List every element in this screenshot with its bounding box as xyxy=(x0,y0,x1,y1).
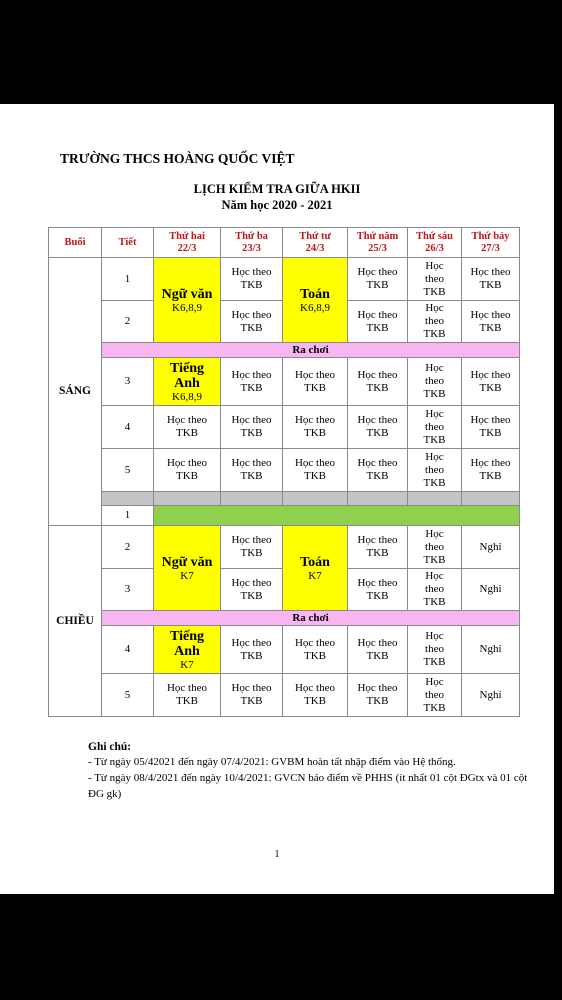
period-cell: 3 xyxy=(102,569,154,611)
table-row xyxy=(49,506,520,526)
schedule-cell: Học theo TKB xyxy=(348,674,408,717)
schedule-cell: Học theo TKB xyxy=(283,626,348,674)
schedule-cell: Học theo TKB xyxy=(283,358,348,406)
schedule-cell: Học theo TKB xyxy=(408,258,462,301)
page-number: 1 xyxy=(274,849,280,860)
table-row xyxy=(49,674,520,717)
note-line-1: - Từ ngày 05/42021 đến ngày 07/4/2021: GVBM hoàn tất nhập điểm vào Hệ thống. xyxy=(88,756,456,768)
schedule-cell: Học theo TKB xyxy=(462,406,520,449)
note-line-2: - Từ ngày 08/4/2021 đến ngày 10/4/2021: GVCN báo điểm về PHHS (ít nhất 01 cột ĐGtx và 01 cột ĐG gk) xyxy=(88,772,528,800)
schedule-cell: Học theo TKB xyxy=(221,626,283,674)
schedule-cell: Học theo TKB xyxy=(221,674,283,717)
break-label: Ra chơi xyxy=(102,611,520,626)
schedule-cell: Học theo TKB xyxy=(408,406,462,449)
schedule-cell: Học theo TKB xyxy=(221,406,283,449)
header-saturday: Thứ bảy 27/3 xyxy=(462,228,520,258)
schedule-cell: Học theo TKB xyxy=(154,449,221,492)
table-row xyxy=(49,406,520,449)
school-year: Năm học 2020 - 2021 xyxy=(221,198,333,212)
schedule-cell: Nghỉ xyxy=(462,674,520,717)
schedule-cell: Học theo TKB xyxy=(283,406,348,449)
schedule-cell: Nghỉ xyxy=(462,569,520,611)
schedule-cell: Học theo TKB xyxy=(221,258,283,301)
schedule-cell: Học theo TKB xyxy=(348,569,408,611)
period-cell: 4 xyxy=(102,626,154,674)
schedule-cell: Học theo TKB xyxy=(154,674,221,717)
notes-body xyxy=(88,754,528,802)
schedule-cell: Học theo TKB xyxy=(462,449,520,492)
schedule-cell: Học theo TKB xyxy=(283,674,348,717)
header-tiet: Tiết xyxy=(102,228,154,258)
table-row xyxy=(49,626,520,674)
schedule-cell: Học theo TKB xyxy=(408,358,462,406)
schedule-cell: Học theo TKB xyxy=(348,626,408,674)
schedule-cell: Học theo TKB xyxy=(408,526,462,569)
schedule-cell: Học theo TKB xyxy=(408,626,462,674)
school-name: TRƯỜNG THCS HOÀNG QUỐC VIỆT xyxy=(60,151,295,166)
exam-ngu-van-k689: Ngữ văn K6,8,9 xyxy=(154,258,221,343)
period-cell: 5 xyxy=(102,449,154,492)
period-cell: 1 xyxy=(102,258,154,301)
break-row xyxy=(49,611,520,626)
header-friday: Thứ sáu 26/3 xyxy=(408,228,462,258)
schedule-cell: Học theo TKB xyxy=(348,301,408,343)
schedule-cell: Học theo TKB xyxy=(348,449,408,492)
table-row xyxy=(49,526,520,569)
period-cell: 4 xyxy=(102,406,154,449)
schedule-cell: Học theo TKB xyxy=(348,358,408,406)
document-page xyxy=(0,104,554,894)
schedule-cell: Học theo TKB xyxy=(221,449,283,492)
schedule-cell: Học theo TKB xyxy=(462,358,520,406)
schedule-cell: Học theo TKB xyxy=(408,301,462,343)
header-monday: Thứ hai 22/3 xyxy=(154,228,221,258)
exam-tieng-anh-k689: Tiếng Anh K6,8,9 xyxy=(154,358,221,406)
session-afternoon: CHIỀU xyxy=(49,526,102,717)
period-cell: 3 xyxy=(102,358,154,406)
period-cell: 2 xyxy=(102,526,154,569)
schedule-cell: Học theo TKB xyxy=(221,569,283,611)
table-row xyxy=(49,258,520,301)
period-cell: 1 xyxy=(102,506,154,526)
exam-tieng-anh-k7: Tiếng Anh K7 xyxy=(154,626,221,674)
exam-toan-k7: Toán K7 xyxy=(283,526,348,611)
table-row xyxy=(49,449,520,492)
schedule-cell: Học theo TKB xyxy=(462,258,520,301)
session-morning: SÁNG xyxy=(49,258,102,526)
schedule-cell: Học theo TKB xyxy=(154,406,221,449)
schedule-cell: Học theo TKB xyxy=(408,569,462,611)
exam-toan-k689: Toán K6,8,9 xyxy=(283,258,348,343)
break-label: Ra chơi xyxy=(102,343,520,358)
header-wednesday: Thứ tư 24/3 xyxy=(283,228,348,258)
notes-title: Ghi chú: xyxy=(88,741,132,753)
header-tuesday: Thứ ba 23/3 xyxy=(221,228,283,258)
schedule-cell: Học theo TKB xyxy=(283,449,348,492)
schedule-cell: Học theo TKB xyxy=(462,301,520,343)
header-buoi: Buổi xyxy=(49,228,102,258)
schedule-cell: Học theo TKB xyxy=(221,301,283,343)
exam-schedule-table xyxy=(48,227,520,717)
schedule-cell: Học theo TKB xyxy=(348,526,408,569)
schedule-cell: Học theo TKB xyxy=(348,406,408,449)
schedule-cell: Nghỉ xyxy=(462,526,520,569)
table-row xyxy=(49,358,520,406)
exam-ngu-van-k7: Ngữ văn K7 xyxy=(154,526,221,611)
schedule-cell: Học theo TKB xyxy=(408,449,462,492)
schedule-title: LỊCH KIỂM TRA GIỮA HKII xyxy=(193,182,361,196)
schedule-cell: Học theo TKB xyxy=(408,674,462,717)
break-row xyxy=(49,343,520,358)
period-cell: 5 xyxy=(102,674,154,717)
schedule-cell: Học theo TKB xyxy=(348,258,408,301)
schedule-cell: Nghỉ xyxy=(462,626,520,674)
empty-green-row xyxy=(154,506,520,526)
separator-row xyxy=(49,492,520,506)
header-thursday: Thứ năm 25/3 xyxy=(348,228,408,258)
period-cell: 2 xyxy=(102,301,154,343)
schedule-cell: Học theo TKB xyxy=(221,526,283,569)
schedule-cell: Học theo TKB xyxy=(221,358,283,406)
header-row xyxy=(49,228,520,258)
